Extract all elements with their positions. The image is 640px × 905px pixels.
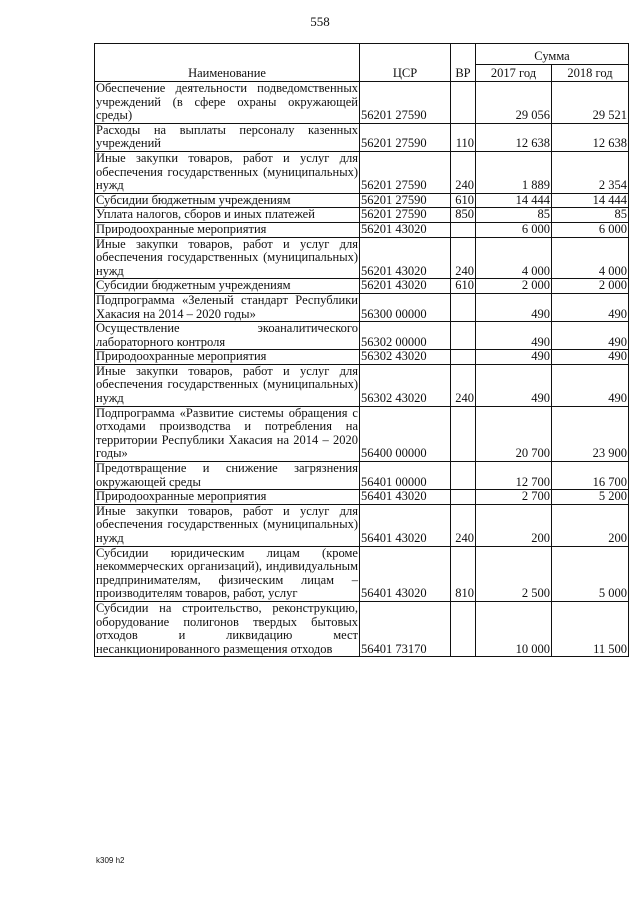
- row-amount-2018: 2 354: [552, 151, 629, 193]
- row-vr: [451, 322, 476, 350]
- row-amount-2017: 1 889: [476, 151, 552, 193]
- row-vr: [451, 222, 476, 237]
- row-name: Иные закупки товаров, работ и услуг для обеспечения государственных (муниципальных) нужд: [96, 151, 358, 193]
- row-vr: 110: [451, 123, 476, 151]
- row-amount-2018: 490: [552, 322, 629, 350]
- row-name: Субсидии бюджетным учреждениям: [95, 193, 360, 208]
- row-csr: 56401 43020: [360, 490, 451, 505]
- row-csr: 56201 27590: [360, 193, 451, 208]
- row-amount-2017: 10 000: [476, 601, 552, 656]
- row-amount-2017: 14 444: [476, 193, 552, 208]
- row-vr: [451, 601, 476, 656]
- page-number: 558: [310, 14, 330, 29]
- row-vr: [451, 82, 476, 124]
- footer-code: k309 h2: [96, 856, 125, 865]
- row-name: Уплата налогов, сборов и иных платежей: [95, 208, 360, 223]
- table-row: [95, 237, 629, 279]
- row-csr: 56201 27590: [360, 82, 451, 124]
- row-amount-2017: 200: [476, 504, 552, 546]
- row-amount-2017: 2 000: [476, 279, 552, 294]
- row-amount-2017: 12 700: [476, 462, 552, 490]
- row-vr: 240: [451, 364, 476, 406]
- row-name: Осуществление экоаналитического лабораторного контроля: [96, 321, 358, 349]
- header-vr: ВР: [451, 44, 476, 82]
- row-csr: 56401 43020: [360, 546, 451, 601]
- row-csr: 56401 00000: [360, 462, 451, 490]
- table-header: [95, 44, 629, 82]
- row-csr: 56201 43020: [360, 279, 451, 294]
- table-row: [95, 364, 629, 406]
- row-vr: [451, 293, 476, 321]
- table-row: [95, 208, 629, 223]
- row-vr: [451, 406, 476, 461]
- row-csr: 56401 73170: [360, 601, 451, 656]
- row-amount-2018: 16 700: [552, 462, 629, 490]
- row-csr: 56401 43020: [360, 504, 451, 546]
- table-row: [95, 293, 629, 321]
- row-amount-2018: 12 638: [552, 123, 629, 151]
- row-vr: [451, 490, 476, 505]
- row-csr: 56201 43020: [360, 237, 451, 279]
- table-body: [95, 82, 629, 657]
- table-row: [95, 462, 629, 490]
- row-amount-2018: 490: [552, 293, 629, 321]
- table-row: [95, 601, 629, 656]
- row-amount-2018: 5 200: [552, 490, 629, 505]
- row-amount-2017: 85: [476, 208, 552, 223]
- row-amount-2017: 490: [476, 293, 552, 321]
- row-name: Подпрограмма «Развитие системы обращения с отходами производства и потребления на территории Республики Хакасия на 2014 – 2020 годы»: [96, 406, 358, 461]
- row-amount-2018: 85: [552, 208, 629, 223]
- row-vr: 850: [451, 208, 476, 223]
- row-name: Природоохранные мероприятия: [95, 222, 360, 237]
- row-csr: 56400 00000: [360, 406, 451, 461]
- row-name: Иные закупки товаров, работ и услуг для обеспечения государственных (муниципальных) нужд: [96, 364, 358, 406]
- row-name: Подпрограмма «Зеленый стандарт Республики Хакасия на 2014 – 2020 годы»: [96, 293, 358, 321]
- row-amount-2017: 490: [476, 322, 552, 350]
- row-amount-2018: 6 000: [552, 222, 629, 237]
- header-year-2017: 2017 год: [476, 65, 552, 82]
- row-name: Субсидии на строительство, реконструкцию, оборудование полигонов твердых бытовых отходов и ликвидацию мест несанкционированного размещения отходов: [96, 601, 358, 656]
- table-row: [95, 123, 629, 151]
- row-amount-2017: 29 056: [476, 82, 552, 124]
- table-row: [95, 350, 629, 365]
- row-vr: 810: [451, 546, 476, 601]
- row-amount-2018: 490: [552, 364, 629, 406]
- row-vr: 610: [451, 279, 476, 294]
- row-vr: 240: [451, 504, 476, 546]
- table-row: [95, 82, 629, 124]
- row-name: Расходы на выплаты персоналу казенных учреждений: [96, 123, 358, 151]
- row-csr: 56302 43020: [360, 350, 451, 365]
- row-amount-2017: 4 000: [476, 237, 552, 279]
- header-year-2018: 2018 год: [552, 65, 629, 82]
- row-vr: 240: [451, 151, 476, 193]
- row-vr: 610: [451, 193, 476, 208]
- header-csr: ЦСР: [360, 44, 451, 82]
- header-sum: Сумма: [476, 44, 629, 65]
- row-vr: [451, 462, 476, 490]
- row-name: Иные закупки товаров, работ и услуг для обеспечения государственных (муниципальных) нужд: [96, 237, 358, 278]
- table-row: [95, 222, 629, 237]
- row-name: Природоохранные мероприятия: [95, 350, 360, 365]
- row-amount-2018: 490: [552, 350, 629, 365]
- row-amount-2018: 200: [552, 504, 629, 546]
- row-vr: [451, 350, 476, 365]
- row-amount-2018: 4 000: [552, 237, 629, 279]
- row-amount-2018: 5 000: [552, 546, 629, 601]
- row-amount-2018: 14 444: [552, 193, 629, 208]
- row-amount-2017: 490: [476, 350, 552, 365]
- row-amount-2017: 2 700: [476, 490, 552, 505]
- row-amount-2018: 11 500: [552, 601, 629, 656]
- header-name: Наименование: [95, 44, 360, 82]
- table-row: [95, 193, 629, 208]
- row-name: Предотвращение и снижение загрязнения окружающей среды: [96, 461, 358, 489]
- row-name: Природоохранные мероприятия: [95, 490, 360, 505]
- row-name: Иные закупки товаров, работ и услуг для обеспечения государственных (муниципальных) нужд: [96, 504, 358, 545]
- row-csr: 56201 27590: [360, 208, 451, 223]
- row-csr: 56201 27590: [360, 123, 451, 151]
- row-csr: 56302 00000: [360, 322, 451, 350]
- row-amount-2018: 2 000: [552, 279, 629, 294]
- row-amount-2018: 23 900: [552, 406, 629, 461]
- row-amount-2017: 20 700: [476, 406, 552, 461]
- table-row: [95, 279, 629, 294]
- row-amount-2017: 2 500: [476, 546, 552, 601]
- row-csr: 56302 43020: [360, 364, 451, 406]
- row-name: Обеспечение деятельности подведомственных учреждений (в сфере охраны окружающей среды): [96, 81, 358, 123]
- table-row: [95, 406, 629, 461]
- row-amount-2017: 6 000: [476, 222, 552, 237]
- budget-table: [94, 43, 629, 657]
- row-csr: 56201 43020: [360, 222, 451, 237]
- table-row: [95, 322, 629, 350]
- row-amount-2018: 29 521: [552, 82, 629, 124]
- table-row: [95, 490, 629, 505]
- row-csr: 56201 27590: [360, 151, 451, 193]
- table-row: [95, 504, 629, 546]
- table-row: [95, 546, 629, 601]
- row-name: Субсидии юридическим лицам (кроме некоммерческих организаций), индивидуальным предпринимателям, физическим лицам – производителям товаров, работ, услуг: [96, 546, 358, 601]
- row-csr: 56300 00000: [360, 293, 451, 321]
- table-row: [95, 151, 629, 193]
- row-amount-2017: 12 638: [476, 123, 552, 151]
- row-vr: 240: [451, 237, 476, 279]
- row-name: Субсидии бюджетным учреждениям: [95, 279, 360, 294]
- row-amount-2017: 490: [476, 364, 552, 406]
